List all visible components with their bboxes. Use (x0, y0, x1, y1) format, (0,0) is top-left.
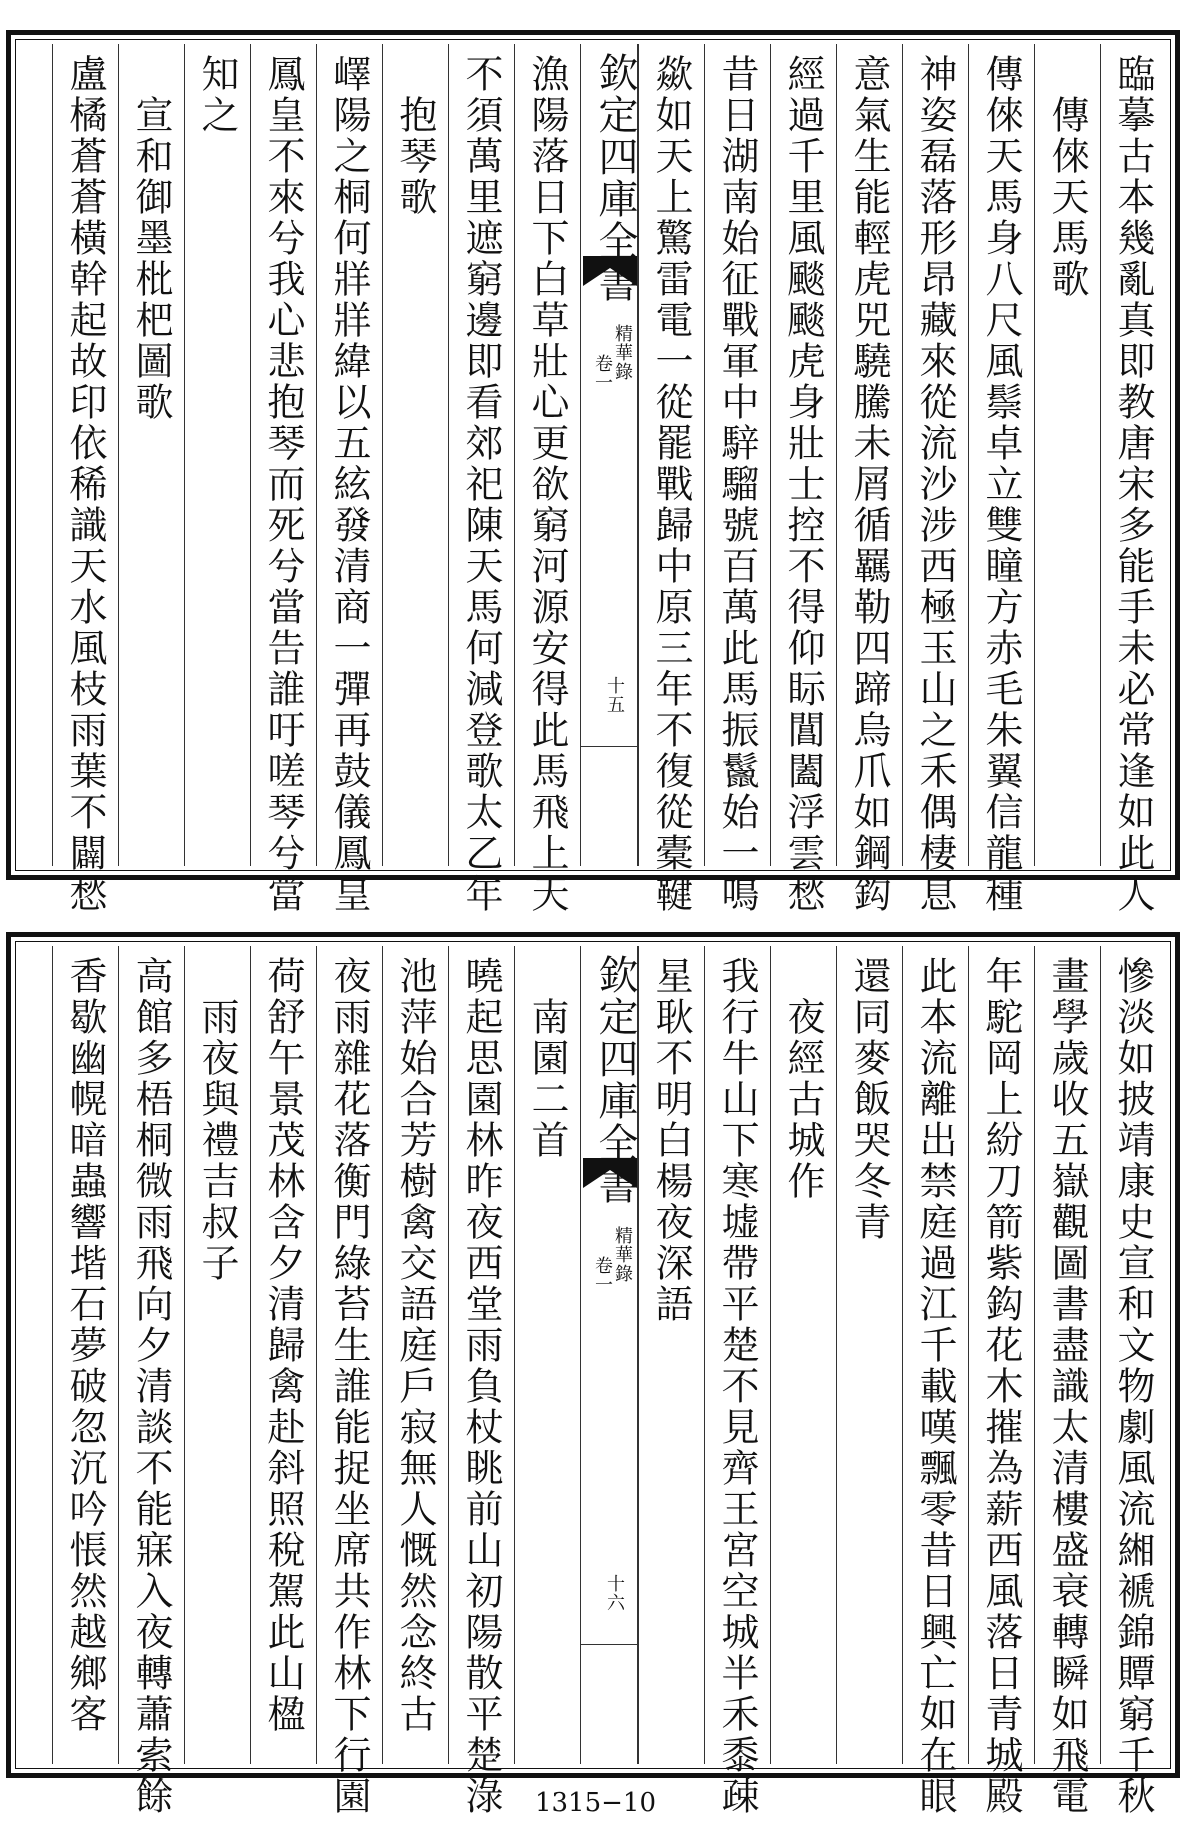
text-column (184, 44, 250, 866)
column-text: 宣和御墨枇杷圖歌 (129, 54, 173, 423)
banner-title: 欽定四庫全書 (592, 954, 638, 1206)
text-column (836, 946, 902, 1764)
text-column (1100, 946, 1166, 1817)
column-text: 鳳皇不來兮我心悲抱琴而死兮當告誰吁嗟琴兮當 (261, 54, 305, 915)
text-column (52, 946, 118, 1764)
column-text: 傳倈天馬歌 (1045, 54, 1089, 300)
banner-book-title: 精華錄 (612, 324, 633, 381)
column-text: 歘如天上驚雷電一從罷戰歸中原三年不復從橐鞬 (649, 54, 693, 915)
text-column (1034, 946, 1100, 1817)
column-text: 盧橘蒼蒼橫幹起故印依稀識天水風枝雨葉不闢愁 (63, 54, 107, 915)
text-column (514, 44, 580, 915)
text-column (704, 44, 770, 915)
column-text: 抱琴歌 (393, 54, 437, 218)
column-text: 不須萬里遮窮邊即看郊祀陳天馬何減登歌太乙年 (459, 54, 503, 915)
column-text: 此本流離出禁庭過江千載嘆飄零昔日興亡如在眼 (913, 956, 957, 1817)
column-text: 昔日湖南始征戰軍中騂騮號百萬此馬振鬣始一鳴 (715, 54, 759, 915)
banner-rule (581, 1644, 637, 1645)
text-column (638, 44, 704, 915)
text-column (118, 946, 184, 1817)
text-column (1100, 44, 1166, 915)
top-columns (20, 44, 1166, 915)
text-column (836, 44, 902, 915)
top-page (0, 18, 1191, 915)
text-column (902, 44, 968, 915)
banner-column (580, 44, 638, 866)
banner-column (580, 946, 638, 1764)
column-text: 高館多梧桐微雨飛向夕清談不能寐入夜轉蕭索餘 (129, 956, 173, 1817)
column-text: 意氣生能輕虎兕驍騰未屑循羈勒四蹄烏爪如鋼鈎 (847, 54, 891, 915)
column-text: 香歇幽幌暗蟲響堦石夢破忽沉吟悵然越鄉客 (63, 956, 107, 1735)
fish-tail-mark (583, 1158, 637, 1198)
column-text: 夜經古城作 (781, 956, 825, 1202)
text-column (968, 44, 1034, 915)
column-text: 漁陽落日下白草壯心更欲窮河源安得此馬飛上天 (525, 54, 569, 915)
column-text: 南園二首 (525, 956, 569, 1161)
text-column (638, 946, 704, 1764)
banner-page-number: 十六 (604, 1574, 625, 1612)
text-column (52, 44, 118, 915)
column-text: 夜雨雜花落衡門綠苔生誰能捉坐席共作林下行園 (327, 956, 371, 1817)
column-text: 神姿磊落形昂藏來從流沙涉西極玉山之禾偶棲息 (913, 54, 957, 915)
column-text: 曉起思園林昨夜西堂雨負杖眺前山初陽散平楚淥 (459, 956, 503, 1817)
column-text: 雨夜與禮吉叔子 (195, 956, 239, 1284)
column-text: 傳倈天馬身八尺風鬃卓立雙瞳方赤毛朱翼信龍種 (979, 54, 1023, 915)
text-column (770, 44, 836, 915)
text-column (1034, 44, 1100, 866)
text-column (382, 946, 448, 1764)
column-text: 星耿不明白楊夜深語 (649, 956, 693, 1325)
column-text: 經過千里風颷颷虎身壯士控不得仰眎閶闔浮雲愁 (781, 54, 825, 915)
text-column (704, 946, 770, 1817)
text-column (902, 946, 968, 1817)
column-text: 嶧陽之桐何牂牂緯以五絃發清商一彈再鼓儀鳳皇 (327, 54, 371, 915)
banner-volume: 卷一 (592, 354, 613, 392)
text-column (118, 44, 184, 866)
text-column (514, 946, 580, 1764)
column-text: 畫學歲收五嶽觀圖書盡識太清樓盛衰轉瞬如飛電 (1045, 956, 1089, 1817)
column-text: 池萍始合芳樹禽交語庭戶寂無人慨然念終古 (393, 956, 437, 1735)
text-column (250, 44, 316, 915)
column-text: 年駝岡上紛刀箭紫鈎花木摧為薪西風落日青城殿 (979, 956, 1023, 1817)
text-column (770, 946, 836, 1764)
top-page-frame (6, 30, 1180, 915)
banner-volume: 卷一 (592, 1256, 613, 1294)
text-column (968, 946, 1034, 1817)
fish-tail-mark (583, 256, 637, 296)
column-text: 還同麥飯哭冬青 (847, 956, 891, 1243)
text-column (448, 946, 514, 1817)
column-text: 知之 (195, 54, 239, 136)
text-column (184, 946, 250, 1764)
banner-book-title: 精華錄 (612, 1226, 633, 1283)
column-text: 臨摹古本幾亂真即教唐宋多能手未必常逢如此人 (1111, 54, 1155, 915)
page-number: 1315−10 (534, 1788, 657, 1818)
text-column (316, 44, 382, 915)
column-text: 慘淡如披靖康史宣和文物劇風流緗褫錦贉窮千秋 (1111, 956, 1155, 1817)
text-column (316, 946, 382, 1817)
column-text: 我行牛山下寒墟帶平楚不見齊王宮空城半禾黍疎 (715, 956, 759, 1817)
text-column (448, 44, 514, 915)
text-column (382, 44, 448, 866)
text-column (250, 946, 316, 1764)
banner-page-number: 十五 (604, 676, 625, 714)
banner-rule (581, 746, 637, 747)
column-text: 荷舒午景茂林含夕清歸禽赴斜照稅駕此山楹 (261, 956, 305, 1735)
banner-title: 欽定四庫全書 (592, 52, 638, 304)
